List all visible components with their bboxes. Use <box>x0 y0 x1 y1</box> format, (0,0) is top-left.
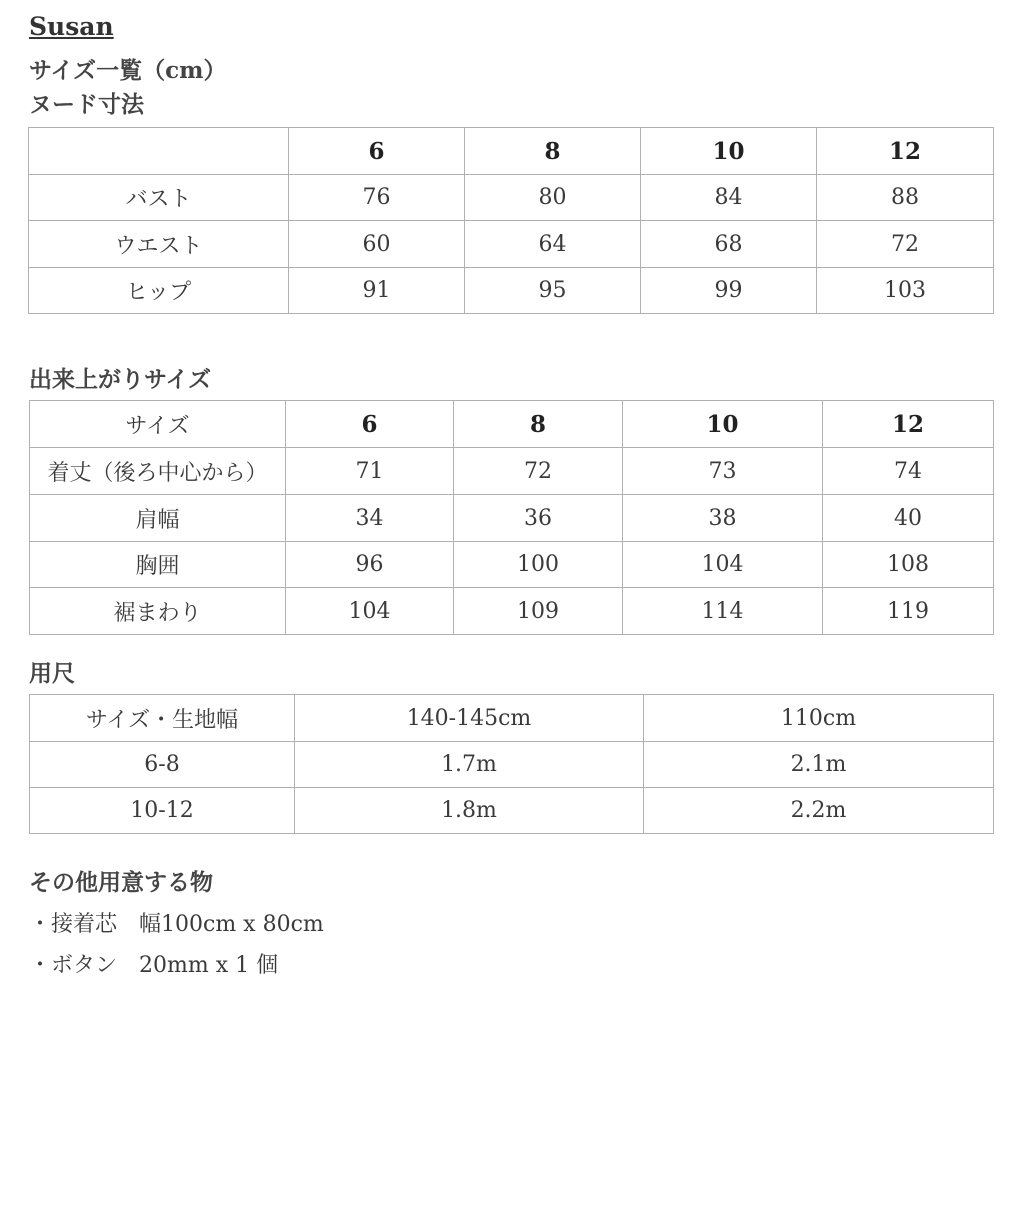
table-header-row <box>29 128 994 175</box>
page-title: Susan <box>29 12 114 41</box>
material-detail: 幅100cm x 80cm <box>139 912 324 937</box>
row-label: 胸囲 <box>30 542 286 588</box>
finished-size-heading: 出来上がりサイズ <box>29 366 212 393</box>
table-cell: 1.7m <box>295 742 644 788</box>
table-row <box>30 588 994 635</box>
size-chart-heading: サイズ一覧（cm） <box>29 57 227 84</box>
row-label: 着丈（後ろ中心から） <box>30 448 286 495</box>
row-label: 肩幅 <box>30 495 286 542</box>
table-cell: 76 <box>289 175 465 221</box>
table-row <box>30 542 994 588</box>
header-width-140-145: 140-145cm <box>295 695 644 742</box>
header-size-8: 8 <box>454 401 623 448</box>
table-cell: 88 <box>817 175 994 221</box>
header-size-8: 8 <box>465 128 641 175</box>
table-cell: 114 <box>623 588 823 635</box>
table-cell: 104 <box>623 542 823 588</box>
list-item <box>29 910 324 940</box>
material-name: ・接着芯 <box>29 912 118 937</box>
table-cell: 38 <box>623 495 823 542</box>
table-cell: 100 <box>454 542 623 588</box>
table-row <box>29 221 994 268</box>
header-width-110: 110cm <box>644 695 994 742</box>
table-cell: 119 <box>823 588 994 635</box>
row-label: ヒップ <box>29 268 289 314</box>
table-cell: 60 <box>289 221 465 268</box>
header-size-10: 10 <box>641 128 817 175</box>
material-name: ・ボタン <box>29 953 118 978</box>
table-row <box>30 742 994 788</box>
nude-measurements-heading: ヌード寸法 <box>29 91 144 118</box>
header-size-12: 12 <box>817 128 994 175</box>
table-cell: 40 <box>823 495 994 542</box>
table-row <box>29 268 994 314</box>
table-cell: 68 <box>641 221 817 268</box>
table-row <box>29 175 994 221</box>
table-cell: 2.1m <box>644 742 994 788</box>
fabric-requirement-table <box>29 694 994 834</box>
table-cell: 34 <box>286 495 454 542</box>
table-cell: 84 <box>641 175 817 221</box>
nude-measurements-table <box>28 127 994 314</box>
table-cell: 1.8m <box>295 788 644 834</box>
header-cell-empty <box>29 128 289 175</box>
table-row <box>30 788 994 834</box>
table-cell: 80 <box>465 175 641 221</box>
table-cell: 71 <box>286 448 454 495</box>
row-label: バスト <box>29 175 289 221</box>
table-cell: 36 <box>454 495 623 542</box>
row-label: 6-8 <box>30 742 295 788</box>
table-cell: 72 <box>454 448 623 495</box>
table-row <box>30 448 994 495</box>
table-cell: 96 <box>286 542 454 588</box>
table-cell: 95 <box>465 268 641 314</box>
header-size-label: サイズ <box>30 401 286 448</box>
header-size-6: 6 <box>289 128 465 175</box>
header-size-fabric-width: サイズ・生地幅 <box>30 695 295 742</box>
table-cell: 91 <box>289 268 465 314</box>
header-size-10: 10 <box>623 401 823 448</box>
table-cell: 72 <box>817 221 994 268</box>
table-cell: 2.2m <box>644 788 994 834</box>
finished-size-table <box>29 400 994 635</box>
table-cell: 103 <box>817 268 994 314</box>
table-cell: 109 <box>454 588 623 635</box>
table-cell: 64 <box>465 221 641 268</box>
other-materials-heading: その他用意する物 <box>29 869 213 896</box>
row-label: ウエスト <box>29 221 289 268</box>
material-detail: 20mm x 1 個 <box>139 953 279 978</box>
table-cell: 74 <box>823 448 994 495</box>
header-size-12: 12 <box>823 401 994 448</box>
table-row <box>30 495 994 542</box>
header-size-6: 6 <box>286 401 454 448</box>
table-header-row <box>30 695 994 742</box>
fabric-requirement-heading: 用尺 <box>29 660 75 687</box>
list-item <box>29 951 278 981</box>
table-header-row <box>30 401 994 448</box>
table-cell: 104 <box>286 588 454 635</box>
table-cell: 108 <box>823 542 994 588</box>
table-cell: 99 <box>641 268 817 314</box>
row-label: 10-12 <box>30 788 295 834</box>
table-cell: 73 <box>623 448 823 495</box>
row-label: 裾まわり <box>30 588 286 635</box>
